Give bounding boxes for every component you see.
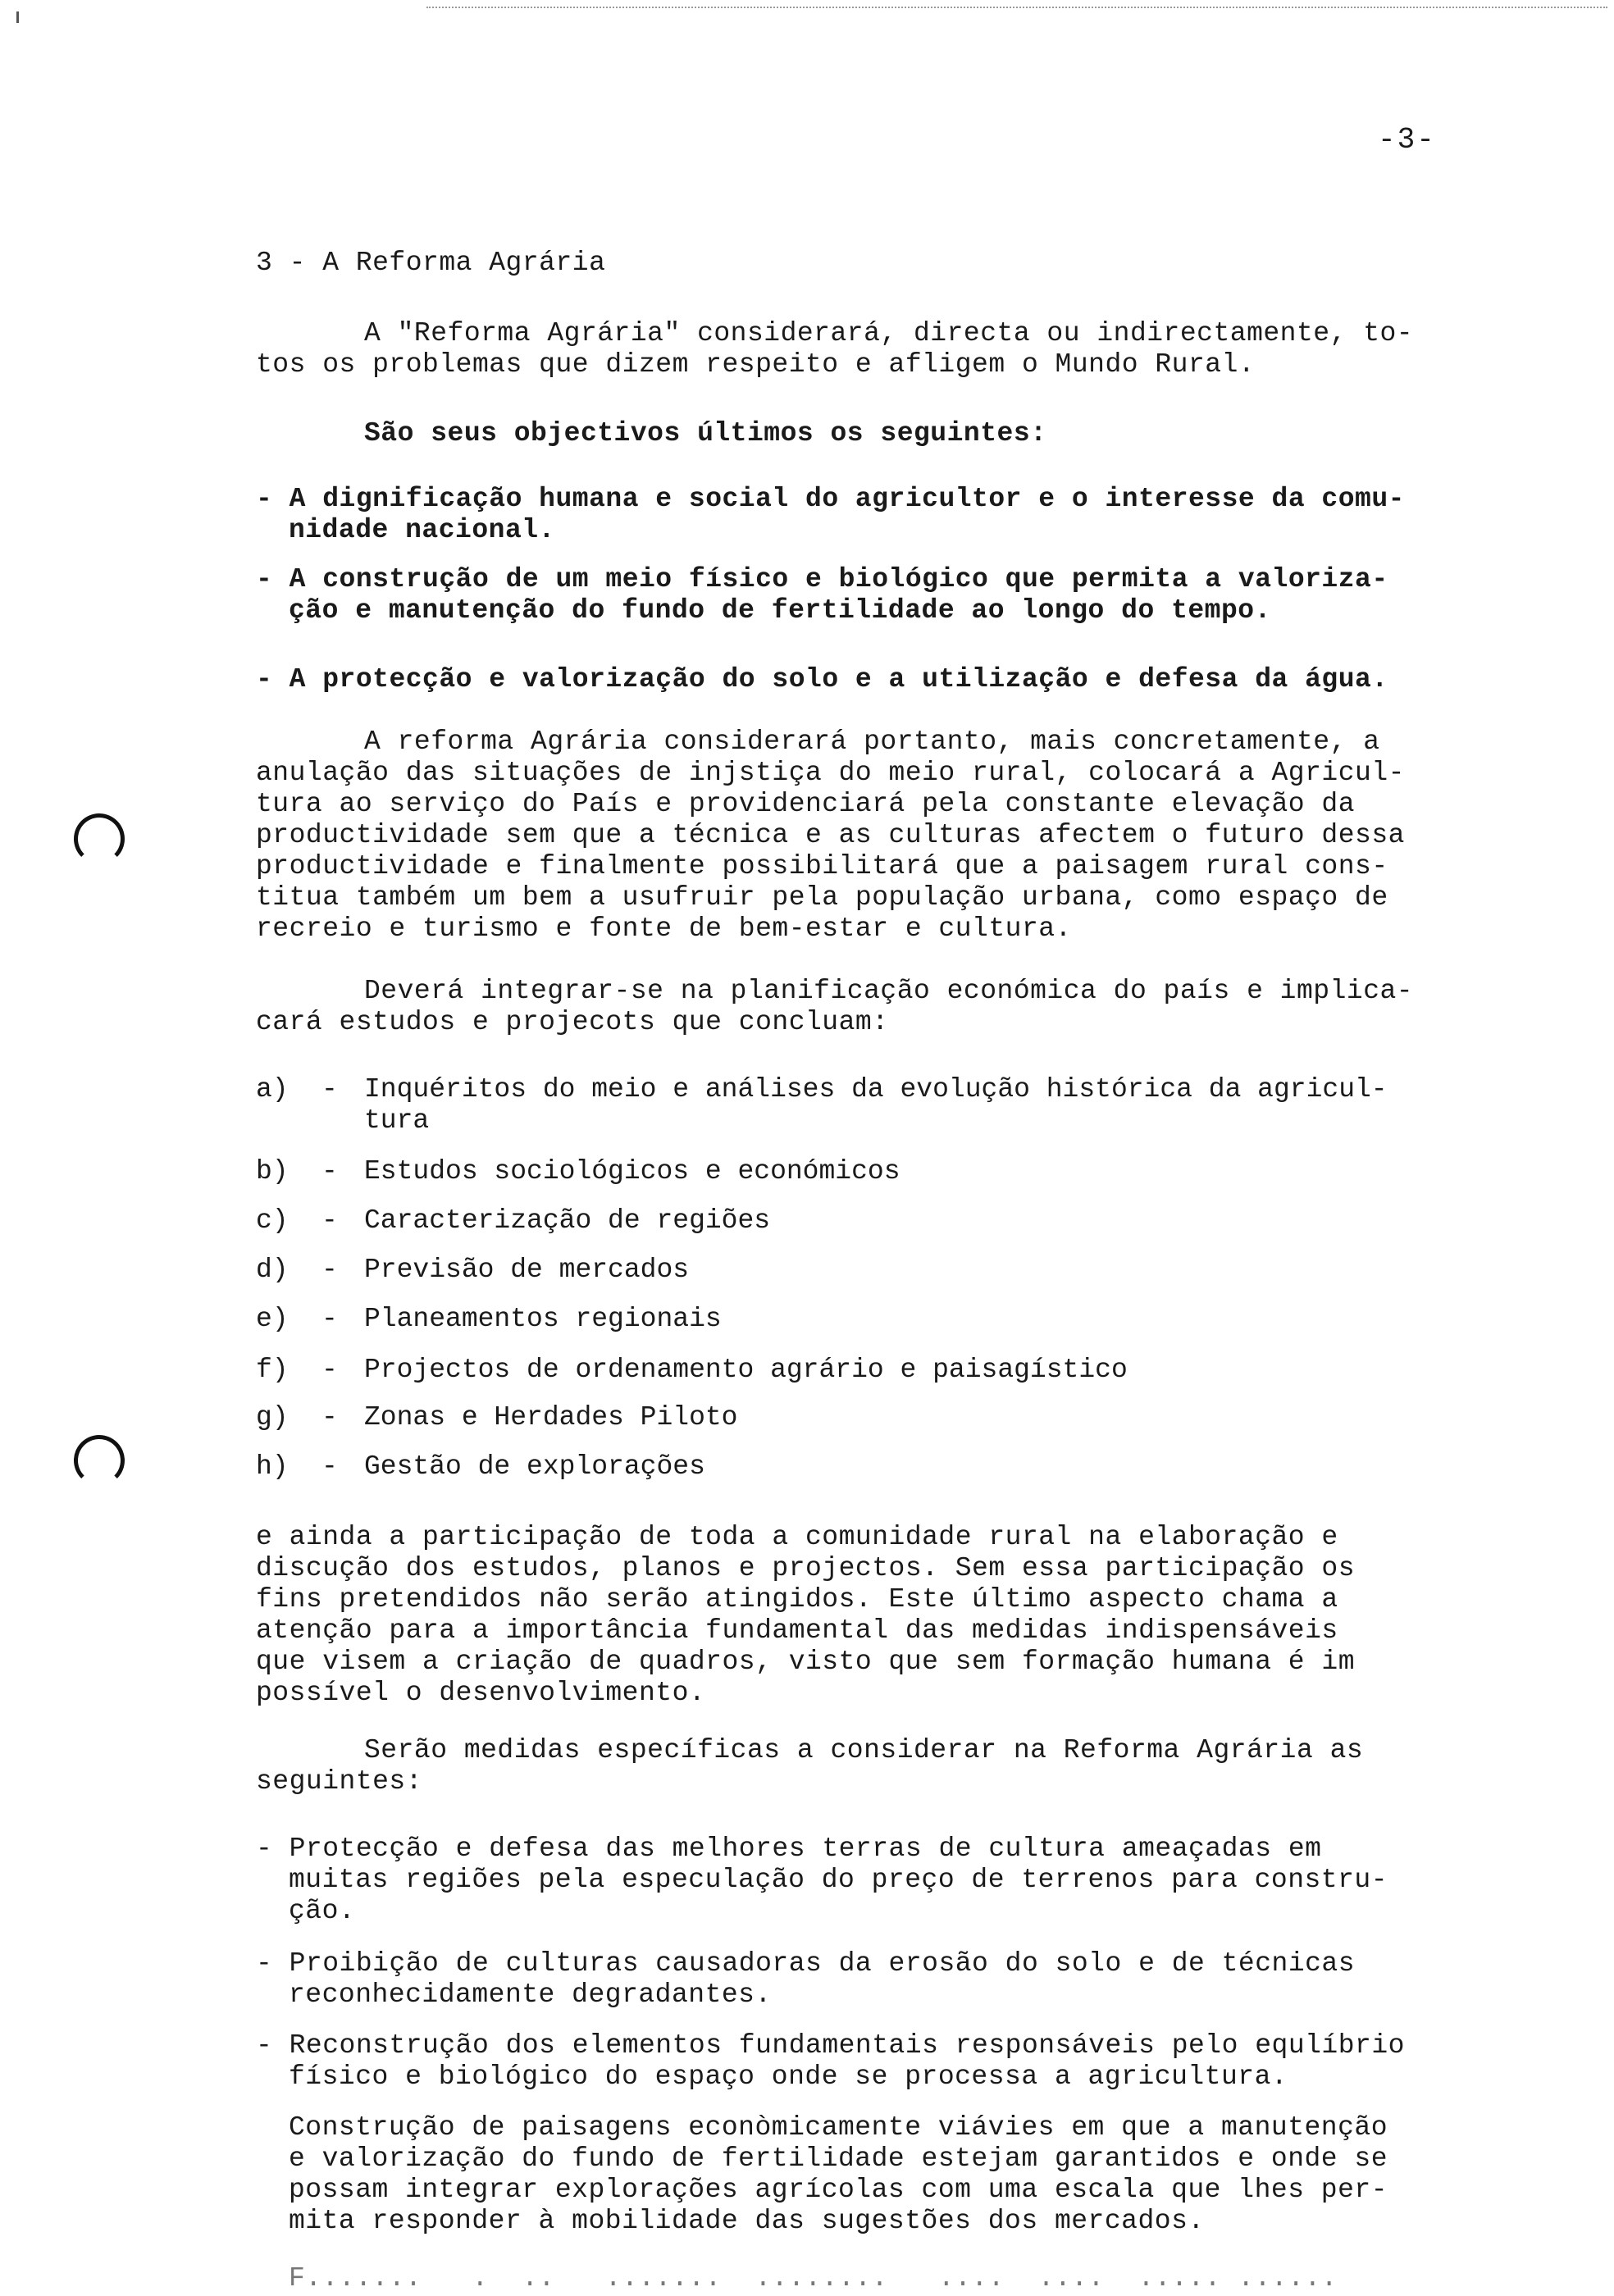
measure-item [256,1948,1493,2011]
text-line: ção. [289,1896,356,1926]
scan-top-rule [426,7,1607,8]
item-key: d) [256,1255,289,1285]
text-line: possível o desenvolvimento. [256,1678,706,1708]
cut-off-line [289,2263,1493,2294]
item-key: e) [256,1304,289,1334]
measure-item [256,2030,1493,2093]
text-line: - A dignificação humana e social do agricultor e o interesse da comu- [256,484,1405,514]
item-text: Caracterização de regiões [364,1205,771,1236]
scan-corner-mark [16,11,19,23]
bullet-dash: - [321,1205,338,1236]
text-line: e valorização do fundo de fertilidade estejam garantidos e onde se [289,2143,1388,2174]
section-heading [256,248,1493,279]
text-line: - A protecção e valorização do solo e a utilização e defesa da água. [256,664,1388,695]
item-key: c) [256,1205,289,1236]
text-line: muitas regiões pela especulação do preço de terrenos para constru- [289,1865,1388,1895]
text-line: nidade nacional. [289,515,555,545]
bullet-dash: - [321,1402,338,1433]
item-key: b) [256,1156,289,1187]
text-line: mita responder à mobilidade das sugestões dos mercados. [289,2206,1205,2236]
page-number: -3- [1378,123,1436,157]
text-line: São seus objectivos últimos os seguintes: [364,418,1047,449]
item-text: Gestão de explorações [364,1451,705,1482]
text-line: discução dos estudos, planos e projectos. Sem essa participação os [256,1553,1356,1583]
bullet-dash: - [256,664,273,695]
objectives-intro [256,418,1493,449]
bullet-dash: - [256,564,273,594]
item-text: Estudos sociológicos e económicos [364,1156,900,1187]
objective-item [256,564,1493,626]
text-line: productividade e finalmente possibilitará que a paisagem rural cons- [256,851,1388,882]
bullet-dash: - [321,1304,338,1334]
bullet-dash: - [321,1074,338,1105]
item-text: Previsão de mercados [364,1255,690,1285]
bullet-dash: - [256,2030,273,2061]
text-line: A "Reforma Agrária" considerará, directa ou indirectamente, to- [364,318,1414,348]
objective-item [256,484,1493,546]
bullet-dash: - [321,1156,338,1187]
text-line: Serão medidas específicas a considerar na Reforma Agrária as [364,1735,1364,1765]
objective-item [256,664,1493,695]
item-key: g) [256,1402,289,1433]
heading-text: 3 - A Reforma Agrária [256,248,606,278]
text-line: tos os problemas que dizem respeito e afligem o Mundo Rural. [256,349,1256,380]
item-key: f) [256,1355,289,1385]
text-line: cará estudos e projecots que concluam: [256,1007,889,1037]
bullet-dash: - [321,1451,338,1482]
text-line: físico e biológico do espaço onde se processa a agricultura. [289,2061,1288,2092]
text-line: - A construção de um meio físico e biológico que permita a valoriza- [256,564,1388,594]
punch-hole-lower [74,1435,125,1486]
text-line: seguintes: [256,1766,423,1797]
text-line: possam integrar explorações agrícolas com uma escala que lhes per- [289,2175,1388,2205]
reform-paragraph [256,727,1493,945]
item-text: Projectos de ordenamento agrário e paisagístico [364,1355,1128,1385]
construction-paragraph [289,2112,1493,2237]
text-line: - Reconstrução dos elementos fundamentais responsáveis pelo equlíbrio [256,2030,1405,2061]
text-line: reconhecidamente degradantes. [289,1979,772,2010]
text-line: - Protecção e defesa das melhores terras de cultura ameaçadas em [256,1834,1322,1864]
text-line: tura ao serviço do País e providenciará pela constante elevação da [256,789,1356,819]
item-text: Zonas e Herdades Piloto [364,1402,738,1433]
bullet-dash: - [321,1355,338,1385]
text-line: anulação das situações de injstiça do meio rural, colocará a Agricul- [256,758,1405,788]
measure-item [256,1834,1493,1927]
text-line: F....... . .. ....... ........ .... .... ..... ...... [289,2263,1338,2294]
item-key: h) [256,1451,289,1482]
text-line: A reforma Agrária considerará portanto, mais concretamente, a [364,727,1380,757]
text-line: productividade sem que a técnica e as culturas afectem o futuro dessa [256,820,1405,850]
text-line: recreio e turismo e fonte de bem-estar e cultura. [256,913,1072,944]
bullet-dash: - [256,1834,273,1864]
intro-paragraph [256,318,1493,380]
integrate-paragraph [256,976,1493,1038]
item-text: Planeamentos regionais [364,1304,722,1334]
bullet-dash: - [256,484,273,514]
text-line: que visem a criação de quadros, visto que sem formação humana é im [256,1647,1356,1677]
punch-hole-upper [74,813,125,864]
item-text: Inquéritos do meio e análises da evolução histórica da agricul- tura [364,1074,1388,1136]
text-line: atenção para a importância fundamental das medidas indispensáveis [256,1615,1338,1646]
participation-paragraph [256,1522,1493,1709]
item-key: a) [256,1074,289,1105]
text-line: Deverá integrar-se na planificação económica do país e implica- [364,976,1414,1006]
text-line: titua também um bem a usufruir pela população urbana, como espaço de [256,882,1388,913]
bullet-dash: - [256,1948,273,1979]
text-line: Construção de paisagens econòmicamente viávies em que a manutenção [289,2112,1388,2143]
text-line: ção e manutenção do fundo de fertilidade ao longo do tempo. [289,595,1271,626]
text-line: - Proibição de culturas causadoras da erosão do solo e de técnicas [256,1948,1356,1979]
measures-intro [256,1735,1493,1797]
text-line: fins pretendidos não serão atingidos. Este último aspecto chama a [256,1584,1338,1615]
bullet-dash: - [321,1255,338,1285]
text-line: e ainda a participação de toda a comunidade rural na elaboração e [256,1522,1338,1552]
